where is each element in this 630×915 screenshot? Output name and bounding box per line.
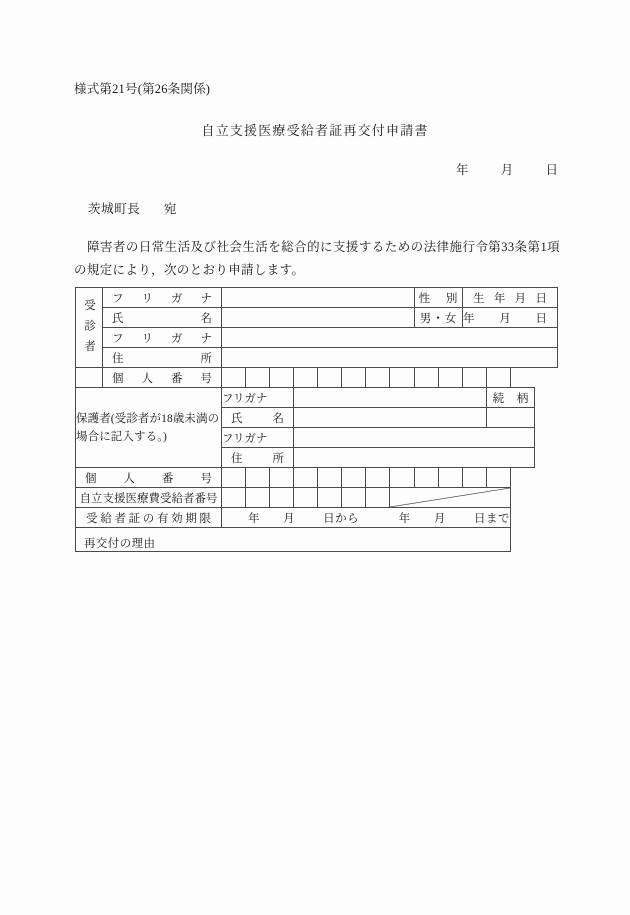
mynumber-digit-cell[interactable]: [270, 368, 294, 388]
validity-char: 効: [171, 512, 183, 525]
patient-furigana-input[interactable]: [222, 288, 415, 308]
address-label-char: 住: [231, 452, 243, 465]
patient-furigana-row: [76, 288, 558, 308]
mynumber-char: 個: [85, 472, 97, 485]
validity-to-year: 年: [398, 512, 411, 525]
validity-from-year: 年: [248, 512, 260, 525]
guardian-address-input[interactable]: [294, 448, 535, 468]
recipient-number-digit-cell[interactable]: [270, 488, 294, 508]
sex-options-cell[interactable]: 男・女: [415, 308, 463, 328]
guardian-furigana-input[interactable]: [294, 388, 487, 408]
mynumber-digit-cell[interactable]: [246, 468, 270, 488]
birthdate-header-label: [463, 290, 557, 306]
sex-label-char: 別: [445, 292, 459, 305]
address-label-char: 住: [112, 352, 124, 365]
date-month-label: 月: [500, 163, 514, 177]
birth-year-label: 年: [463, 312, 475, 325]
reason-cell[interactable]: [76, 528, 511, 552]
guardian-name-label: [222, 410, 293, 426]
address-label-char: 所: [200, 352, 212, 365]
submission-date-line: [456, 160, 558, 178]
reason-label: 再交付の理由: [84, 538, 156, 550]
guardian-address-label: [222, 450, 293, 466]
patient-address-furigana-row: [76, 328, 558, 348]
name-label-char: 氏: [231, 412, 243, 425]
furigana-char: リ: [141, 292, 153, 305]
reason-row: [76, 528, 558, 552]
application-form-table: [75, 287, 558, 552]
body-paragraph: 障害者の日常生活及び社会生活を総合的に支援するための法律施行令第33条第1項の規定により，次のとおり申請します。: [74, 240, 560, 277]
diagonal-strike-icon: [390, 488, 510, 507]
furigana-char: フ: [112, 292, 124, 305]
recipient-number-digit-cell[interactable]: [318, 488, 342, 508]
guardian-name-input[interactable]: [294, 408, 487, 428]
validity-from-month: 月: [283, 512, 296, 525]
patient-address-label-cell: [103, 348, 222, 368]
guardian-furigana-row: [76, 388, 558, 408]
birthdate-input-cell[interactable]: [463, 308, 558, 328]
document-title: 自立支援医療受給者証再交付申請書: [201, 123, 429, 138]
validity-input-cell[interactable]: [222, 508, 511, 528]
patient-vertical-label-cell: [76, 288, 103, 368]
validity-label: [76, 510, 221, 526]
patient-address-input[interactable]: [222, 348, 558, 368]
recipient-number-digit-cell[interactable]: [294, 488, 318, 508]
patient-address-label: [103, 350, 221, 366]
recipient-number-digit-cell[interactable]: [222, 488, 246, 508]
mynumber-digit-cell[interactable]: [415, 368, 439, 388]
furigana-char: ガ: [171, 332, 183, 345]
date-year-label: 年: [455, 163, 469, 177]
relation-input[interactable]: [487, 408, 535, 428]
sex-header-cell: [415, 288, 463, 308]
sex-label-char: 性: [418, 292, 432, 305]
name-label-char: 氏: [112, 312, 124, 325]
birth-day-label: 日: [535, 312, 547, 325]
form-number: 様式第21号(第26条関係): [74, 82, 211, 96]
mynumber-digit-cell[interactable]: [342, 468, 366, 488]
mynumber-char: 号: [200, 472, 212, 485]
patient-mynumber-spacer: [76, 368, 103, 388]
guardian-mynumber-label-cell: [76, 468, 222, 488]
patient-mynumber-row: [76, 368, 558, 388]
addressee-suffix: 宛: [163, 202, 177, 216]
birthdate-char: 月: [514, 292, 527, 305]
birthdate-char: 年: [493, 292, 506, 305]
mynumber-char: 番: [171, 372, 183, 385]
guardian-mynumber-row: [76, 468, 558, 488]
mynumber-digit-cell[interactable]: [487, 468, 511, 488]
addressee-name: 茨城町長: [88, 202, 141, 216]
patient-address-furigana-label: [103, 330, 221, 346]
guardian-label-cell: 保護者(受診者が18歳未満の場合に記入する。): [76, 388, 222, 468]
validity-char: 者: [114, 512, 126, 525]
mynumber-digit-cell[interactable]: [439, 368, 463, 388]
patient-address-furigana-label-cell: [103, 328, 222, 348]
validity-period-row: [76, 508, 558, 528]
mynumber-digit-cell[interactable]: [463, 368, 487, 388]
guardian-address-furigana-label: フリガナ: [222, 428, 294, 448]
mynumber-char: 人: [123, 472, 135, 485]
furigana-char: リ: [141, 332, 153, 345]
furigana-char: ガ: [171, 292, 183, 305]
patient-name-label-cell: [103, 308, 222, 328]
mynumber-digit-cell[interactable]: [390, 468, 415, 488]
mynumber-digit-cell[interactable]: [415, 468, 439, 488]
mynumber-char: 号: [200, 372, 212, 385]
validity-from-day: 日から: [323, 512, 360, 525]
patient-address-furigana-input[interactable]: [222, 328, 558, 348]
mynumber-digit-cell[interactable]: [318, 368, 342, 388]
recipient-number-digit-cell[interactable]: [366, 488, 390, 508]
mynumber-digit-cell[interactable]: [270, 468, 294, 488]
mynumber-digit-cell[interactable]: [222, 468, 246, 488]
validity-char: 給: [100, 512, 112, 525]
mynumber-digit-cell[interactable]: [294, 468, 318, 488]
validity-char: 受: [86, 512, 98, 525]
validity-char: の: [142, 512, 155, 525]
mynumber-digit-cell[interactable]: [222, 368, 246, 388]
recipient-number-unused-cell: [390, 488, 511, 508]
mynumber-char: 個: [112, 372, 124, 385]
validity-char: 期: [185, 512, 197, 525]
recipient-number-digit-cell[interactable]: [342, 488, 366, 508]
date-day-label: 日: [545, 163, 558, 177]
recipient-number-digit-cell[interactable]: [246, 488, 270, 508]
birthdate-entry: [463, 310, 557, 326]
birthdate-char: 生: [473, 292, 485, 305]
validity-to-day: 日まで: [473, 512, 510, 525]
patient-mynumber-label-cell: [103, 368, 222, 388]
validity-entry: [222, 510, 510, 526]
guardian-mynumber-label: [76, 470, 221, 486]
patient-name-row: [76, 308, 558, 328]
relation-char: 続: [492, 392, 505, 405]
name-label-char: 名: [272, 412, 284, 425]
mynumber-digit-cell[interactable]: [342, 368, 366, 388]
patient-name-input[interactable]: [222, 308, 415, 328]
mynumber-digit-cell[interactable]: [439, 468, 463, 488]
addressee: [88, 199, 177, 217]
validity-char: 証: [128, 512, 141, 525]
patient-address-row: [76, 348, 558, 368]
mynumber-digit-cell[interactable]: [463, 468, 487, 488]
furigana-char: ナ: [200, 332, 212, 345]
furigana-char: フ: [112, 332, 124, 345]
guardian-furigana-label: フリガナ: [222, 388, 294, 408]
mynumber-char: 番: [162, 472, 174, 485]
mynumber-digit-cell[interactable]: [366, 368, 390, 388]
mynumber-digit-cell[interactable]: [366, 468, 390, 488]
guardian-address-furigana-input[interactable]: [294, 428, 535, 448]
guardian-address-label-cell: [222, 448, 294, 468]
mynumber-digit-cell[interactable]: [294, 368, 318, 388]
relation-label-cell: [487, 388, 535, 408]
mynumber-digit-cell[interactable]: [487, 368, 511, 388]
patient-furigana-label-cell: [103, 288, 222, 308]
relation-char: 柄: [516, 392, 529, 405]
recipient-number-row: [76, 488, 558, 508]
birthdate-char: 日: [535, 292, 547, 305]
validity-char: 限: [199, 512, 211, 525]
mynumber-char: 人: [141, 372, 153, 385]
patient-vertical-label: 受診者: [83, 298, 95, 361]
validity-to-month: 月: [433, 512, 446, 525]
name-label-char: 名: [200, 312, 212, 325]
birth-month-label: 月: [499, 312, 511, 325]
validity-label-cell: [76, 508, 222, 528]
recipient-number-label-cell: 自立支援医療費受給者番号: [76, 488, 222, 508]
birthdate-header-cell: [463, 288, 558, 308]
patient-name-label: [103, 310, 221, 326]
patient-mynumber-label: [103, 370, 221, 386]
mynumber-digit-cell[interactable]: [246, 368, 270, 388]
address-label-char: 所: [272, 452, 284, 465]
mynumber-digit-cell[interactable]: [390, 368, 415, 388]
validity-char: 有: [156, 512, 169, 525]
patient-furigana-label: [103, 290, 221, 306]
mynumber-digit-cell[interactable]: [318, 468, 342, 488]
furigana-char: ナ: [200, 292, 212, 305]
guardian-name-label-cell: [222, 408, 294, 428]
